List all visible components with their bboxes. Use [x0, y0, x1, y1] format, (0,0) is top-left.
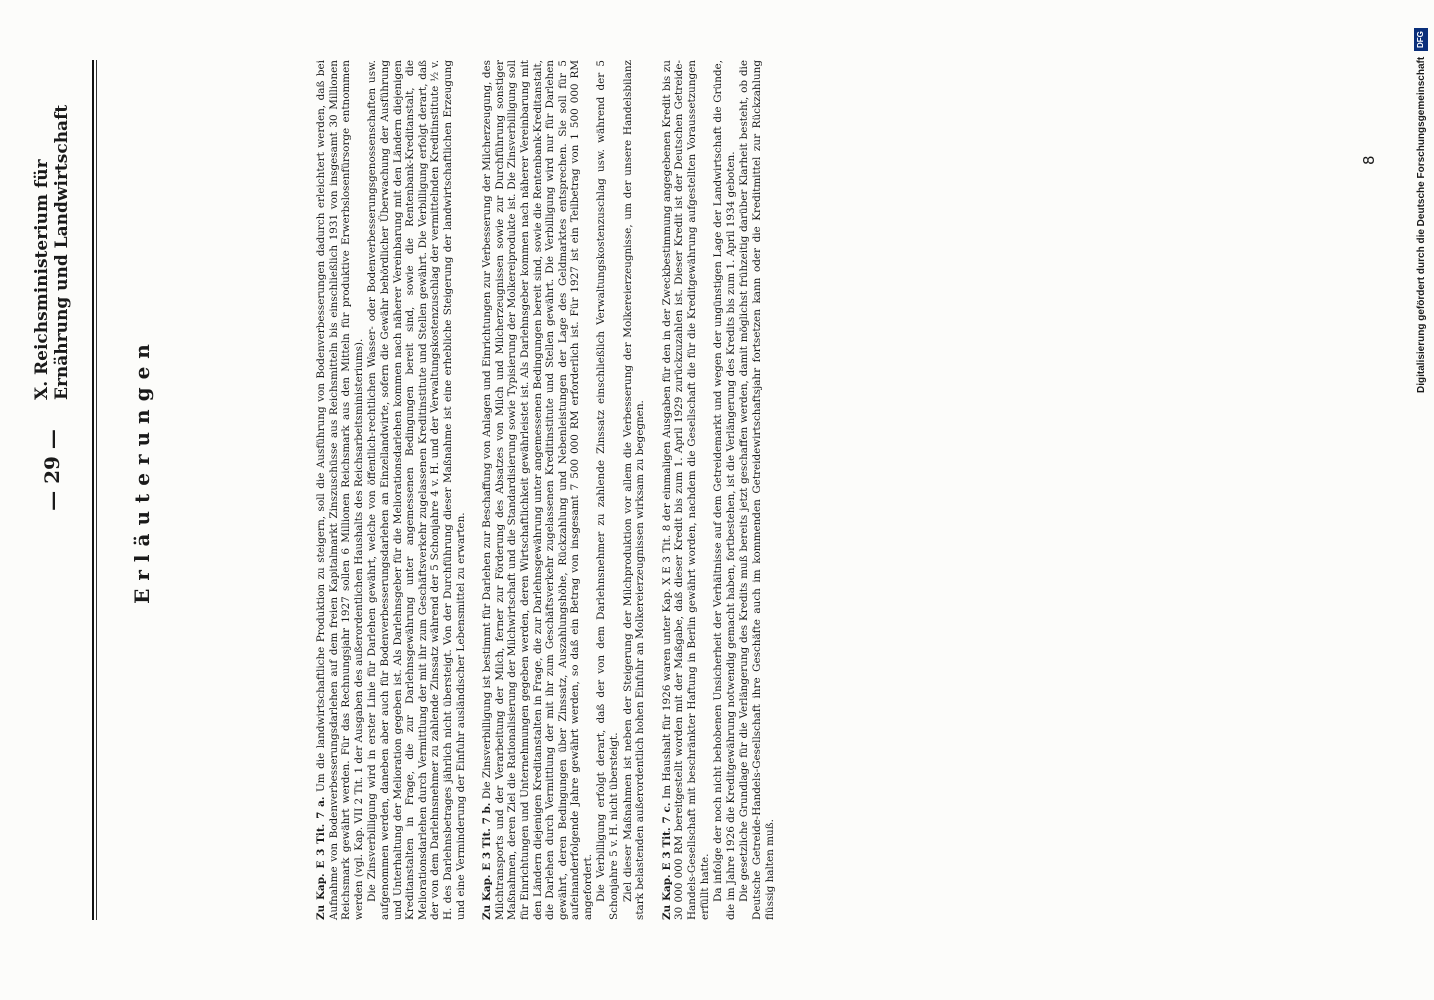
section-lead: Zu Kap. E 3 Tit. 7 c. — [660, 802, 673, 920]
paragraph: Ziel dieser Maßnahmen ist neben der Steigerung der Milchproduktion vor allem die Verbesserung der Molkereierzeugnisse, um der unsere Handelsbilanz stark belastenden außerordentlich hohen Einfuhr an Molkereierzeugnissen wirksam zu begegnen. — [621, 60, 647, 920]
section-lead: Zu Kap. E 3 Tit. 7 b. — [481, 802, 494, 920]
section-lead: Zu Kap. E 3 Tit. 7 a. — [315, 796, 327, 920]
paragraph-text: Im Haushalt für 1926 waren unter Kap. X E 3 Tit. 8 der einmaligen Ausgaben für den in der Zweckbestimmung angegebenen Kredit bis zu 30 000 000 RM bereitgestellt worden mit der Maßgabe, daß dieser Kredit bis zum 1. April 1929 zurückzuzahlen ist. Dieser Kredit ist der Deutschen Getreide-Handels-Gesellschaft mit beschränkter Haftung in Berlin gewährt worden, nachdem die Gesellschaft die für die Kreditgewährung aufgestellten Voraussetzungen erfüllt hatte. — [660, 60, 711, 920]
explanations-body — [315, 60, 790, 920]
section-heading: Erläuterungen — [130, 336, 154, 604]
dfg-logo-icon: DFG — [1414, 28, 1428, 51]
paragraph — [315, 60, 365, 920]
paragraph-text: Um die landwirtschaftliche Produktion zu steigern, soll die Ausführung von Bodenverbesserungen dadurch erleichtert werden, daß bei Aufnahme von Bodenverbesserungsdarlehen auf dem freien Kapitalmarkt Zinszuschüsse aus Reichsmitteln bis einschließlich 1931 von insgesamt 30 Millionen Reichsmark gewährt werden. Für das Rechnungsjahr 1927 sollen 6 Millionen Reichsmark aus den Mitteln für produktive Erwerbslosenfürsorge entnommen werden (vgl. Kap. VII 2 Tit. 1 der Ausgaben des außerordentlichen Haushalts des Reichsarbeitsministeriums). — [315, 60, 365, 920]
ministry-title: X. Reichsministerium für Ernährung und Landwirtschaft — [32, 104, 73, 400]
paragraph: Die Verbilligung erfolgt derart, daß der von dem Darlehnsnehmer zu zahlende Zinssatz einschließlich Verwaltungskostenzuschlag usw. während der 5 Schonjahre 5 v. H. nicht übersteigt. — [595, 60, 621, 920]
section-7c — [661, 60, 776, 920]
section-7b — [481, 60, 647, 920]
paragraph: Da infolge der noch nicht behobenen Unsicherheit der Verhältnisse auf dem Getreidemarkt und wegen der ungünstigen Lage der Landwirtschaft die Gründe, die im Jahre 1926 die Kreditgewährung notwendig gemacht haben, fortbestehen, ist die Verlängerung des Kredits bis zum 1. April 1934 geboten. — [712, 60, 737, 920]
page-number: — 29 — — [40, 429, 64, 511]
paragraph: Die gesetzliche Grundlage für die Verlängerung des Kredits muß bereits jetzt geschaffen werden, damit möglichst frühzeitig darüber Klarheit besteht, ob die Deutsche Getreide-Handels-Gesellschaft ihre Geschäfte auch im kommenden Getreidewirtschaftsjahr fortsetzen kann oder die Kreditmittel zur Rückzahlung flüssig halten muß. — [738, 60, 776, 920]
paragraph — [661, 60, 711, 920]
paragraph-text: Die Zinsverbilligung ist bestimmt für Darlehen zur Beschaffung von Anlagen und Einrichtungen zur Verbesserung der Milcherzeugung, des Milchtransports und der Verarbeitung der Milch, ferner zur Förderung des Absatzes von Milch und Milcherzeugnissen sowie zur Durchführung sonstiger Maßnahmen, deren Ziel die Rationalisierung der Milchwirtschaft und die Standardisierung sowie Typisierung der Molkereiprodukte ist. Die Zinsverbilligung soll für Einrichtungen und Unternehmungen gegeben werden, deren Wirtschaftlichkeit gewährleistet ist. Als Darlehnsgeber kommen nach näherer Vereinbarung mit den Ländern diejenigen Kreditanstalten in Frage, die zur Darlehnsgewährung unter angemessenen Bedingungen bereit sind, sowie die Rentenbank-Kreditanstalt, die Darlehen durch Vermittlung der mit ihr zum Geschäftsverkehr zugelassenen Kreditinstitute und Stellen gewährt. Die Verbilligung wird nur für Darlehen gewährt, deren Bedingungen über Zinssatz, Auszahlungshöhe, Rückzahlung und Nebenleistungen der Lage des Geldmarktes entsprechen. Sie soll für 5 aufeinanderfolgende Jahre gewährt werden, so daß ein Betrag von insgesamt 7 500 000 RM erforderlich ist. Für 1927 ist ein Teilbetrag von 1 500 000 RM angefordert. — [481, 60, 594, 920]
digitization-credit — [1412, 8, 1432, 393]
paragraph — [481, 60, 594, 920]
paragraph: Die Zinsverbilligung wird in erster Linie für Darlehen gewährt, welche von öffentlich-rechtlichen Wasser- oder Bodenverbesserungsgenossenschaften usw. aufgenommen werden, daneben aber auch für Bodenverbesserungsdarlehen an Einzellandwirte, sofern die Gewähr behördlicher Überwachung der Ausführung und Unterhaltung der Melioration gegeben ist. Als Darlehnsgeber für die Meliorationsdarlehen kommen nach näherer Vereinbarung mit den Ländern diejenigen Kreditanstalten in Frage, die zur Darlehnsgewährung unter angemessenen Bedingungen bereit sind, sowie die Rentenbank-Kreditanstalt, die Meliorationsdarlehen durch Vermittlung der mit ihr zum Geschäftsverkehr zugelassenen Kreditinstitute und Stellen gewährt. Die Verbilligung erfolgt derart, daß der von dem Darlehnsnehmer zu zahlende Zinssatz während der 5 Schonjahre 4 v. H. und der Verwaltungskostenzuschlag der vermittelnden Kreditinstitute ½ v. H. des Darlehnsbetrages jährlich nicht übersteigt. Von der Durchführung dieser Maßnahme ist eine erhebliche Steigerung der landwirtschaftlichen Erzeugung und eine Verminderung der Einfuhr ausländischer Lebensmittel zu erwarten. — [366, 60, 467, 920]
section-7a — [315, 60, 467, 920]
credit-text: Digitalisierung gefördert durch die Deutsche Forschungsgemeinschaft — [1416, 56, 1427, 393]
header-rule-thin — [96, 60, 97, 920]
page-mark: 8 — [1360, 155, 1378, 165]
header-rule — [92, 60, 94, 920]
